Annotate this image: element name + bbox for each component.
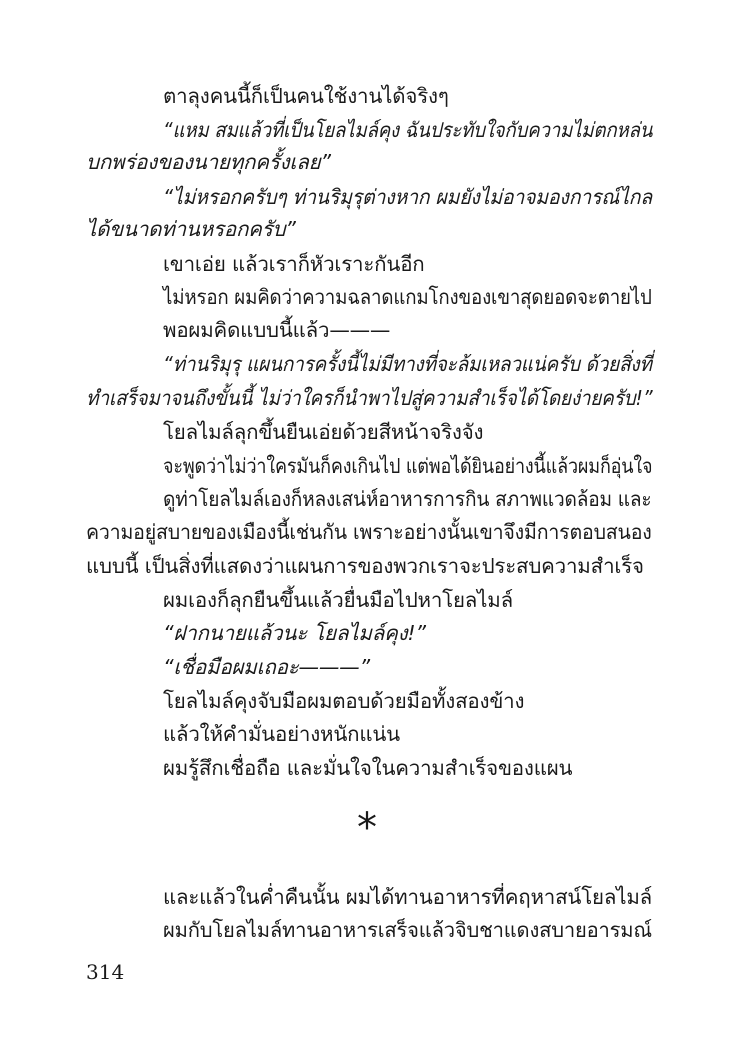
text-line: จะพูดว่าไม่ว่าใครมันก็คงเกินไป แต่พอได้ยินอย่างนี้แล้วผมก็อุ่นใจ [163, 454, 653, 478]
dialogue-line: “ท่านริมุรุ แผนการครั้งนี้ไม่มีทางที่จะล้มเหลวแน่ครับ ด้วยสิ่งที่ [163, 352, 652, 376]
dialogue-line: “ฝากนายแล้วนะ โยลไมล์คุง!” [163, 621, 426, 645]
text-line: ตาลุงคนนี้ก็เป็นคนใช้งานได้จริงๆ [163, 84, 449, 108]
dialogue-line: “เชื่อมือผมเถอะ———” [163, 655, 370, 679]
dialogue-line: ได้ขนาดท่านหรอกครับ” [86, 217, 296, 241]
section-separator: * [357, 805, 377, 851]
text-line: ไม่หรอก ผมคิดว่าความฉลาดแกมโกงของเขาสุดยอดจะตายไป [163, 285, 652, 309]
text-line: และแล้วในค่ำคืนนั้น ผมได้ทานอาหารที่คฤหาสน์โยลไมล์ [163, 885, 652, 909]
dialogue-line: บกพร่องของนายทุกครั้งเลย” [86, 150, 331, 174]
text-line: ผมรู้สึกเชื่อถือ และมั่นใจในความสำเร็จของแผน [163, 756, 573, 780]
text-line: พอผมคิดแบบนี้แล้ว——— [163, 318, 391, 342]
text-line: แล้วให้คำมั่นอย่างหนักแน่น [163, 722, 400, 746]
text-line: โยลไมล์คุงจับมือผมตอบด้วยมือทั้งสองข้าง [163, 689, 525, 713]
dialogue-line: ทำเสร็จมาจนถึงขั้นนี้ ไม่ว่าใครก็นำพาไปสู่ความสำเร็จได้โดยง่ายครับ!” [86, 386, 653, 410]
text-line: ความอยู่สบายของเมืองนี้เช่นกัน เพราะอย่างนั้นเขาจึงมีการตอบสนอง [86, 520, 652, 544]
text-line: แบบนี้ เป็นสิ่งที่แสดงว่าแผนการของพวกเราจะประสบความสำเร็จ [86, 554, 644, 578]
text-line: เขาเอ่ย แล้วเราก็หัวเราะกันอีก [163, 252, 425, 276]
text-line: ผมเองก็ลุกยืนขึ้นแล้วยื่นมือไปหาโยลไมล์ [163, 588, 513, 612]
dialogue-line: “แหม สมแล้วที่เป็นโยลไมล์คุง ฉันประทับใจกับความไม่ตกหล่น [163, 118, 653, 142]
page-number: 314 [86, 960, 125, 984]
text-line: ดูท่าโยลไมล์เองก็หลงเสน่ห์อาหารการกิน สภาพแวดล้อม และ [163, 487, 652, 511]
text-line: ผมกับโยลไมล์ทานอาหารเสร็จแล้วจิบชาแดงสบายอารมณ์ [163, 918, 652, 942]
text-line: โยลไมล์ลุกขึ้นยืนเอ่ยด้วยสีหน้าจริงจัง [163, 420, 484, 444]
dialogue-line: “ไม่หรอกครับๆ ท่านริมุรุต่างหาก ผมยังไม่อาจมองการณ์ไกล [163, 185, 652, 209]
